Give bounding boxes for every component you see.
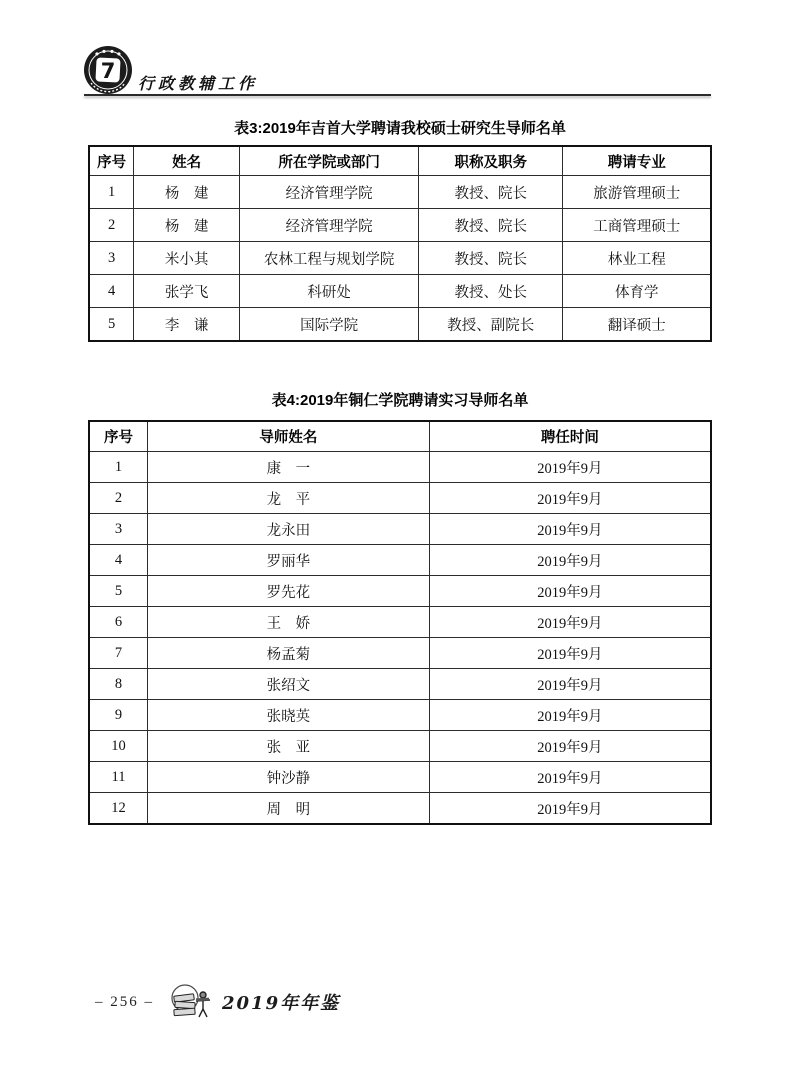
table3-row <box>89 275 711 308</box>
table3-cell: 工商管理硕士 <box>563 209 711 242</box>
table4-cell: 康 一 <box>147 452 429 483</box>
table3-cell: 经济管理学院 <box>240 209 419 242</box>
svg-text:●: ● <box>95 51 99 56</box>
table4-row <box>89 793 711 825</box>
table4-cell: 1 <box>89 452 147 483</box>
table3-cell: 李 谦 <box>134 308 240 342</box>
table3-cell: 1 <box>89 176 134 209</box>
table3-col-1: 姓名 <box>134 146 240 176</box>
table4-cell: 罗丽华 <box>147 545 429 576</box>
page-footer <box>95 980 340 1024</box>
table4-cell: 11 <box>89 762 147 793</box>
table4-row <box>89 762 711 793</box>
table4-row <box>89 607 711 638</box>
page-number: – 256 – <box>95 993 154 1010</box>
table4-cell: 7 <box>89 638 147 669</box>
table4-row <box>89 452 711 483</box>
table3-cell: 4 <box>89 275 134 308</box>
table3-col-3: 职称及职务 <box>419 146 563 176</box>
table3-cell: 2 <box>89 209 134 242</box>
table3-cell: 3 <box>89 242 134 275</box>
table4-cell: 2019年9月 <box>429 452 711 483</box>
table3-col-2: 所在学院或部门 <box>240 146 419 176</box>
table4-row <box>89 669 711 700</box>
table3-row <box>89 308 711 342</box>
table3-cell: 科研处 <box>240 275 419 308</box>
table4-col-1: 导师姓名 <box>147 421 429 452</box>
table4-cell: 4 <box>89 545 147 576</box>
table4-cell: 12 <box>89 793 147 825</box>
table4-row <box>89 731 711 762</box>
table4-cell: 3 <box>89 514 147 545</box>
table3-cell: 米小其 <box>134 242 240 275</box>
table4-cell: 2019年9月 <box>429 700 711 731</box>
svg-text:●: ● <box>117 51 121 56</box>
books-and-figure-icon <box>168 981 214 1023</box>
table3-cell: 杨 建 <box>134 209 240 242</box>
table3-cell: 林业工程 <box>563 242 711 275</box>
table4-cell: 张绍文 <box>147 669 429 700</box>
table4-title: 表4:2019年铜仁学院聘请实习导师名单 <box>271 392 529 409</box>
table3-cell: 国际学院 <box>240 308 419 342</box>
section-title: 行政教辅工作 <box>138 74 259 93</box>
table4-cell: 8 <box>89 669 147 700</box>
seal-center-glyph: 7 <box>100 59 116 83</box>
table3-cell: 体育学 <box>563 275 711 308</box>
table3-cell: 旅游管理硕士 <box>563 176 711 209</box>
table4-cell: 2019年9月 <box>429 576 711 607</box>
table4-row <box>89 700 711 731</box>
table3-col-0: 序号 <box>89 146 134 176</box>
table3-masters-advisors <box>88 145 712 342</box>
table4-cell: 2019年9月 <box>429 607 711 638</box>
table4-row <box>89 514 711 545</box>
table3-cell: 教授、副院长 <box>419 308 563 342</box>
header-divider <box>84 94 711 96</box>
table3-cell: 张学飞 <box>134 275 240 308</box>
table4-cell: 周 明 <box>147 793 429 825</box>
table4-cell: 6 <box>89 607 147 638</box>
table3-header-row <box>89 146 711 176</box>
svg-text:●: ● <box>102 48 106 54</box>
table4-cell: 2019年9月 <box>429 793 711 825</box>
yearbook-label: 2019年年鉴 <box>222 993 341 1014</box>
table4-cell: 杨孟菊 <box>147 638 429 669</box>
table3-cell: 翻译硕士 <box>563 308 711 342</box>
svg-text:●: ● <box>110 48 114 54</box>
table4-cell: 张晓英 <box>147 700 429 731</box>
table4-cell: 2019年9月 <box>429 638 711 669</box>
table4-cell: 2019年9月 <box>429 545 711 576</box>
table4-cell: 罗先花 <box>147 576 429 607</box>
table4-row <box>89 483 711 514</box>
table4-cell: 钟沙静 <box>147 762 429 793</box>
table4-cell: 龙 平 <box>147 483 429 514</box>
table3-cell: 教授、处长 <box>419 275 563 308</box>
table4-cell: 10 <box>89 731 147 762</box>
table4-cell: 9 <box>89 700 147 731</box>
table3-row <box>89 176 711 209</box>
table4-cell: 5 <box>89 576 147 607</box>
table3-cell: 经济管理学院 <box>240 176 419 209</box>
table3-cell: 5 <box>89 308 134 342</box>
table3-row <box>89 209 711 242</box>
table4-col-2: 聘任时间 <box>429 421 711 452</box>
table4-cell: 2019年9月 <box>429 483 711 514</box>
table3-cell: 教授、院长 <box>419 242 563 275</box>
table4-cell: 张 亚 <box>147 731 429 762</box>
table4-cell: 2019年9月 <box>429 731 711 762</box>
table4-row <box>89 545 711 576</box>
table4-cell: 2019年9月 <box>429 762 711 793</box>
table4-row <box>89 576 711 607</box>
table4-header-row <box>89 421 711 452</box>
table3-title: 表3:2019年吉首大学聘请我校硕士研究生导师名单 <box>234 120 566 137</box>
table4-cell: 2019年9月 <box>429 669 711 700</box>
table3-col-4: 聘请专业 <box>563 146 711 176</box>
table4-col-0: 序号 <box>89 421 147 452</box>
table4-cell: 王 娇 <box>147 607 429 638</box>
table3-cell: 杨 建 <box>134 176 240 209</box>
table3-row <box>89 242 711 275</box>
table4-internship-advisors <box>88 420 712 825</box>
table4-row <box>89 638 711 669</box>
table3-cell: 农林工程与规划学院 <box>240 242 419 275</box>
table4-cell: 2 <box>89 483 147 514</box>
table3-cell: 教授、院长 <box>419 176 563 209</box>
table3-cell: 教授、院长 <box>419 209 563 242</box>
table4-cell: 2019年9月 <box>429 514 711 545</box>
table4-cell: 龙永田 <box>147 514 429 545</box>
university-seal-icon <box>83 45 133 95</box>
